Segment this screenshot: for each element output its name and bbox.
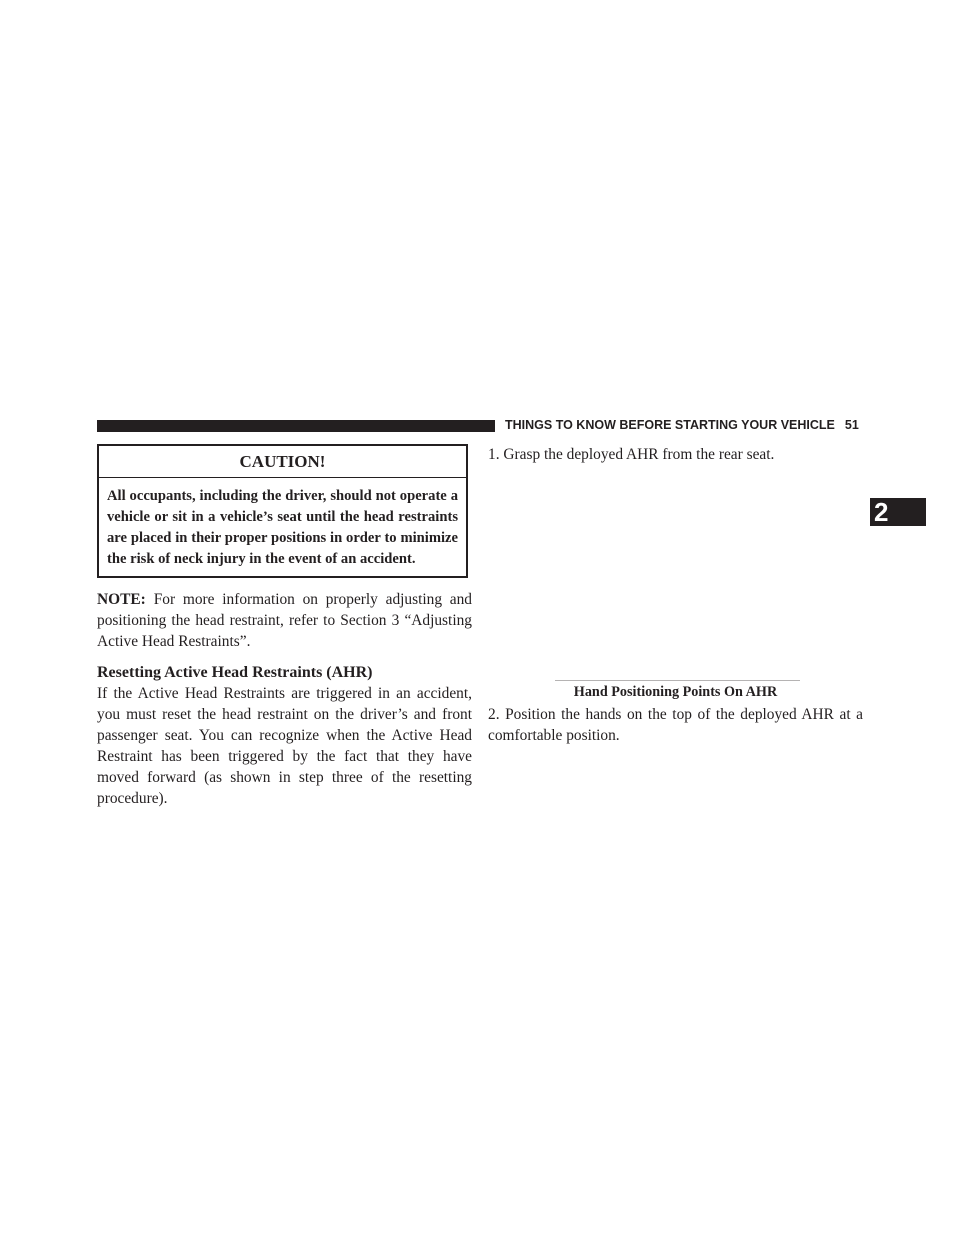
step-2: 2. Position the hands on the top of the deployed AHR at a comfortable position. xyxy=(488,706,863,744)
caution-box xyxy=(97,444,468,578)
note-text: For more information on properly adjusting and positioning the head restraint, refer to Section 3 “Adjusting Active Head Restraints”. xyxy=(97,591,472,650)
figure-caption: Hand Positioning Points On AHR xyxy=(573,684,778,700)
section-title: THINGS TO KNOW BEFORE STARTING YOUR VEHICLE xyxy=(505,418,835,432)
note-paragraph xyxy=(97,589,472,652)
figure-divider xyxy=(555,680,800,681)
step-1: 1. Grasp the deployed AHR from the rear seat. xyxy=(488,446,775,463)
section-paragraph: If the Active Head Restraints are triggered in an accident, you must reset the head restraint on the driver’s and front passenger seat. You can recognize when the Active Head Restraint has been triggered by the fact that they have moved forward (as shown in step three of the resetting procedure). xyxy=(97,685,472,807)
section-heading: Resetting Active Head Restraints (AHR) xyxy=(97,664,373,681)
right-column xyxy=(488,444,863,465)
caution-text: All occupants, including the driver, should not operate a vehicle or sit in a vehicle’s seat until the head restraints are placed in their proper positions in order to minimize the risk of neck injury in the event of an accident. xyxy=(107,488,458,567)
running-header xyxy=(505,418,859,432)
step-2-container xyxy=(488,704,863,746)
caution-title: CAUTION! xyxy=(99,446,466,478)
chapter-tab xyxy=(870,498,926,526)
left-column xyxy=(97,444,472,809)
page-number: 51 xyxy=(844,418,859,432)
header-rule xyxy=(97,420,495,432)
chapter-number: 2 xyxy=(874,497,889,527)
note-label: NOTE: xyxy=(97,591,146,608)
